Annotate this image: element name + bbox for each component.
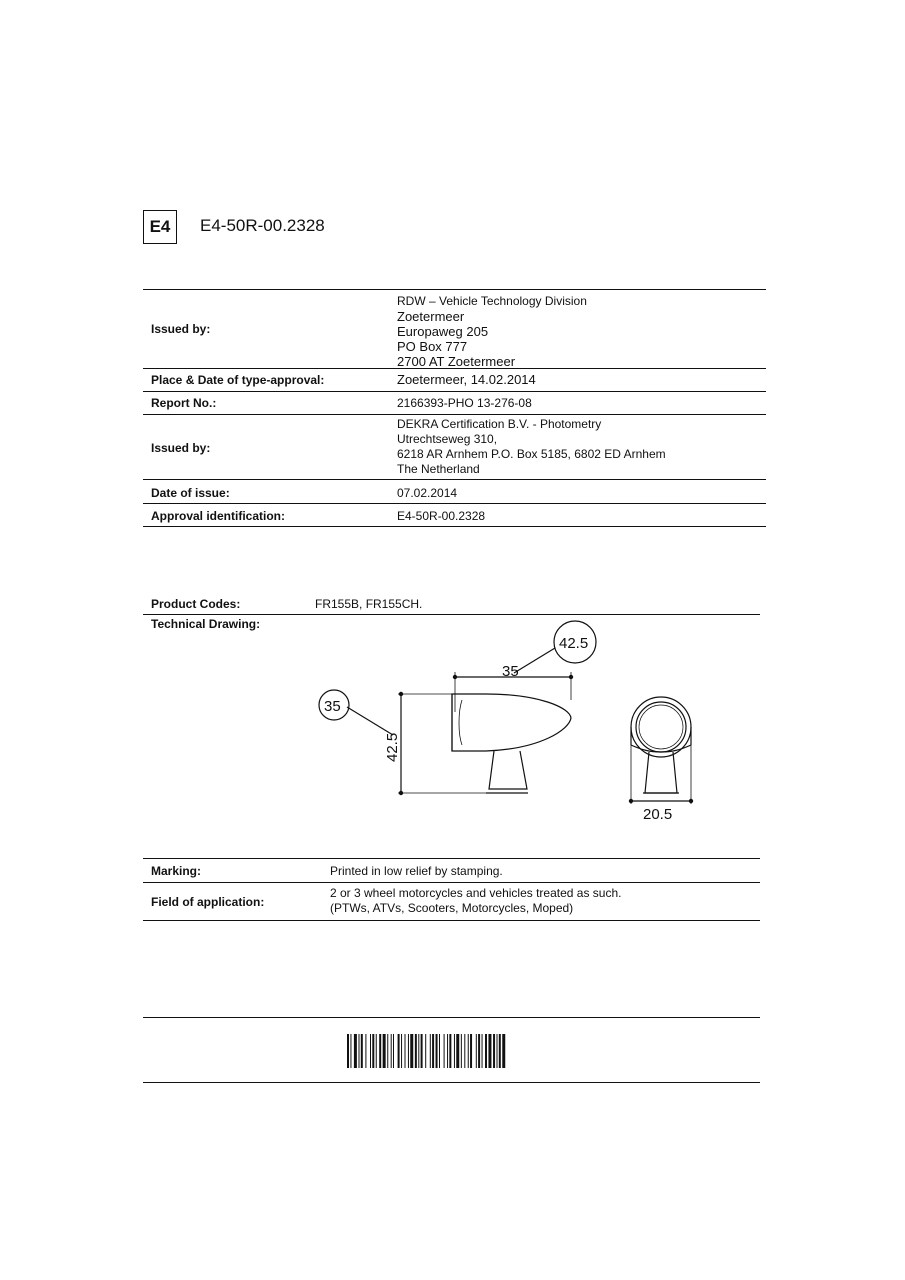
row-label: Place & Date of type-approval: [151,373,325,387]
barcode-bar [444,1034,445,1068]
row-label: Report No.: [151,396,217,410]
barcode-bar [447,1034,448,1068]
value-line: Zoetermeer [397,309,465,324]
barcode-bar [468,1034,469,1068]
details-rule [143,882,760,883]
row-value: 2166393-PHO 13-276-08 [397,396,532,410]
barcode-bar [370,1034,371,1068]
barcode-bar [359,1034,360,1068]
row-label: Issued by: [151,441,211,455]
value-line: The Netherland [397,462,480,476]
value-line: Utrechtseweg 310, [397,432,498,446]
approval-mark: E4 [149,217,171,236]
dimension-circle-top: 42.5 [559,635,589,652]
barcode-bar [436,1034,438,1068]
barcode-bar [365,1034,366,1068]
barcode-bar [354,1034,357,1068]
field-of-application-label: Field of application: [151,895,265,909]
barcode-bar [425,1034,426,1068]
barcode-bar [470,1034,472,1068]
barcode-bar [379,1034,381,1068]
value-line: RDW – Vehicle Technology Division [397,294,587,308]
barcode [347,1034,557,1068]
row-label: Date of issue: [151,486,230,500]
value-line: 2700 AT Zoetermeer [397,354,516,369]
barcode-bar [401,1034,402,1068]
barcode-bar [393,1034,394,1068]
barcode-bar [482,1034,483,1068]
row-label: Issued by: [151,322,211,336]
barcode-bar [464,1034,465,1068]
barcode-bar [502,1034,505,1068]
dimension-width-side: 20.5 [643,806,673,823]
technical-drawing-label: Technical Drawing: [151,617,261,631]
barcode-bar [347,1034,349,1068]
barcode-bar [372,1034,374,1068]
details-bottom-rule [143,920,760,921]
barcode-bar [449,1034,451,1068]
product-codes-value: FR155B, FR155CH. [315,597,423,611]
barcode-bar [415,1034,417,1068]
value-line: PO Box 777 [397,339,468,354]
details-top-rule [143,858,760,859]
barcode-bar [408,1034,409,1068]
value-line: DEKRA Certification B.V. - Photometry [397,417,602,431]
row-value: Zoetermeer, 14.02.2014 [397,372,536,387]
dimension-circle-left: 35 [324,698,341,715]
barcode-bar [430,1034,431,1068]
barcode-bar [405,1034,406,1068]
barcode-bar [454,1034,455,1068]
barcode-bar [398,1034,400,1068]
row-value: E4-50R-00.2328 [397,509,486,523]
dimension-width-top: 35 [502,663,519,680]
barcode-bar [461,1034,462,1068]
barcode-bar [387,1034,388,1068]
row-value: 07.02.2014 [397,486,458,500]
barcode-bar [499,1034,501,1068]
barcode-bar [421,1034,423,1068]
product-codes-label: Product Codes: [151,597,241,611]
barcode-bar [383,1034,386,1068]
value-line: 6218 AR Arnhem P.O. Box 5185, 6802 ED Arnhem [397,447,666,461]
marking-value: Printed in low relief by stamping. [330,864,503,878]
dimension-height-left: 42.5 [384,732,401,762]
approval-number: E4-50R-00.2328 [200,216,325,235]
marking-label: Marking: [151,864,202,878]
value-line: (PTWs, ATVs, Scooters, Motorcycles, Moped) [330,901,574,915]
barcode-bar [361,1034,363,1068]
barcode-bar [497,1034,498,1068]
barcode-bar [391,1034,392,1068]
barcode-bar [478,1034,480,1068]
barcode-bar [456,1034,459,1068]
barcode-bar [476,1034,477,1068]
value-line: 2 or 3 wheel motorcycles and vehicles treated as such. [330,886,622,900]
barcode-bar [350,1034,351,1068]
field-of-application-value [330,886,621,916]
barcode-bar [493,1034,495,1068]
value-line: Europaweg 205 [397,324,489,339]
barcode-bar [376,1034,377,1068]
barcode-bar [488,1034,491,1068]
barcode-top-rule [143,1017,760,1018]
barcode-bottom-rule [143,1082,760,1083]
barcode-bar [418,1034,419,1068]
barcode-bar [485,1034,487,1068]
barcode-bar [432,1034,434,1068]
barcode-bar [439,1034,440,1068]
barcode-bar [410,1034,413,1068]
row-label: Approval identification: [151,509,286,523]
